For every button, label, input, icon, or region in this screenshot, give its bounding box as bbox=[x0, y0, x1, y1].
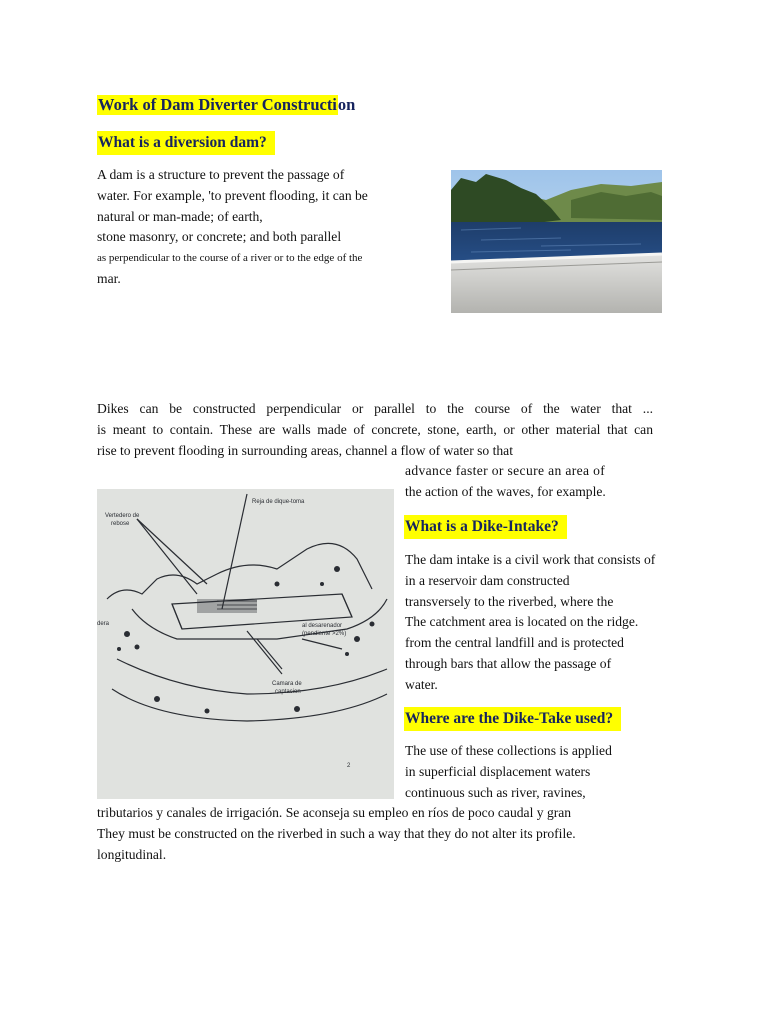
text-line: A dam is a structure to prevent the passage of bbox=[97, 167, 345, 182]
text-line: water. bbox=[405, 676, 438, 692]
paragraph-dike-take-used bbox=[405, 741, 612, 803]
text-line: mar. bbox=[97, 270, 121, 286]
text-line: stone masonry, or concrete; and both parallel bbox=[97, 229, 342, 245]
diagram-label-left-2: rebose bbox=[111, 521, 130, 527]
text-line: as perpendicular to the course of a river or to the edge of the bbox=[97, 252, 363, 265]
dam-reservoir-photo bbox=[451, 170, 662, 313]
dike-intake-diagram bbox=[97, 489, 394, 799]
heading-diversion-dam: What is a diversion dam? bbox=[97, 131, 275, 155]
diagram-label-top: Reja de dique-toma bbox=[252, 499, 305, 505]
text-line: natural or man-made; of earth, bbox=[97, 208, 263, 224]
text-line: rise to prevent flooding in surrounding areas, channel a flow of water so that bbox=[97, 442, 513, 458]
text-line: the action of the waves, for example. bbox=[405, 483, 606, 499]
diagram-label-corner: 2 bbox=[347, 763, 351, 769]
diagram-label-right-2: (pendiente >2%) bbox=[302, 631, 347, 637]
text-line: They must be constructed on the riverbed in such a way that they do not alter its profile. bbox=[97, 825, 576, 841]
heading-dike-intake: What is a Dike-Intake? bbox=[404, 515, 567, 539]
diagram-label-bottom-1: Camara de bbox=[272, 681, 302, 687]
text-line: longitudinal. bbox=[97, 846, 167, 862]
text-line: advance faster or secure an area of bbox=[405, 463, 606, 478]
diagram-label-left-1: Vertedero de bbox=[105, 513, 140, 519]
text-line: in superficial displacement waters bbox=[405, 763, 591, 779]
paragraph-diversion-dam bbox=[97, 165, 368, 290]
text-line: tributarios y canales de irrigación. Se aconseja su empleo en ríos de poco caudal y gran bbox=[97, 805, 572, 820]
text-line: The catchment area is located on the ridge. bbox=[405, 614, 639, 630]
text-line: water. For example, 'to prevent flooding, it can be bbox=[97, 187, 368, 203]
text-line: The dam intake is a civil work that consists of bbox=[405, 552, 656, 567]
document-title-highlighted: Work of Dam Diverter Constructi bbox=[98, 95, 337, 114]
text-line: The use of these collections is applied bbox=[405, 743, 612, 758]
text-line: transversely to the riverbed, where the bbox=[405, 593, 614, 609]
document-title-rest: on bbox=[337, 95, 356, 114]
document-title bbox=[97, 95, 355, 118]
heading-dike-take-used: Where are the Dike-Take used? bbox=[404, 707, 621, 731]
paragraph-dikes bbox=[97, 399, 653, 461]
diagram-label-bottom-2: captacion bbox=[275, 689, 301, 695]
diagram-label-right-1: al desarenador bbox=[302, 623, 343, 629]
text-line: is meant to contain. These are walls made of concrete, stone, earth, or other material that can bbox=[97, 421, 653, 437]
diagram-label-edge: dera bbox=[97, 621, 110, 627]
paragraph-dike-intake bbox=[405, 550, 655, 696]
text-line: continuous such as river, ravines, bbox=[405, 784, 586, 800]
paragraph-dikes-continued bbox=[405, 461, 606, 503]
text-line: through bars that allow the passage of bbox=[405, 655, 612, 671]
paragraph-dike-take-used-continued bbox=[97, 803, 576, 865]
text-line: from the central landfill and is protected bbox=[405, 635, 624, 651]
text-line: Dikes can be constructed perpendicular or parallel to the course of the water that ... bbox=[97, 401, 653, 416]
text-line: in a reservoir dam constructed bbox=[405, 572, 570, 588]
